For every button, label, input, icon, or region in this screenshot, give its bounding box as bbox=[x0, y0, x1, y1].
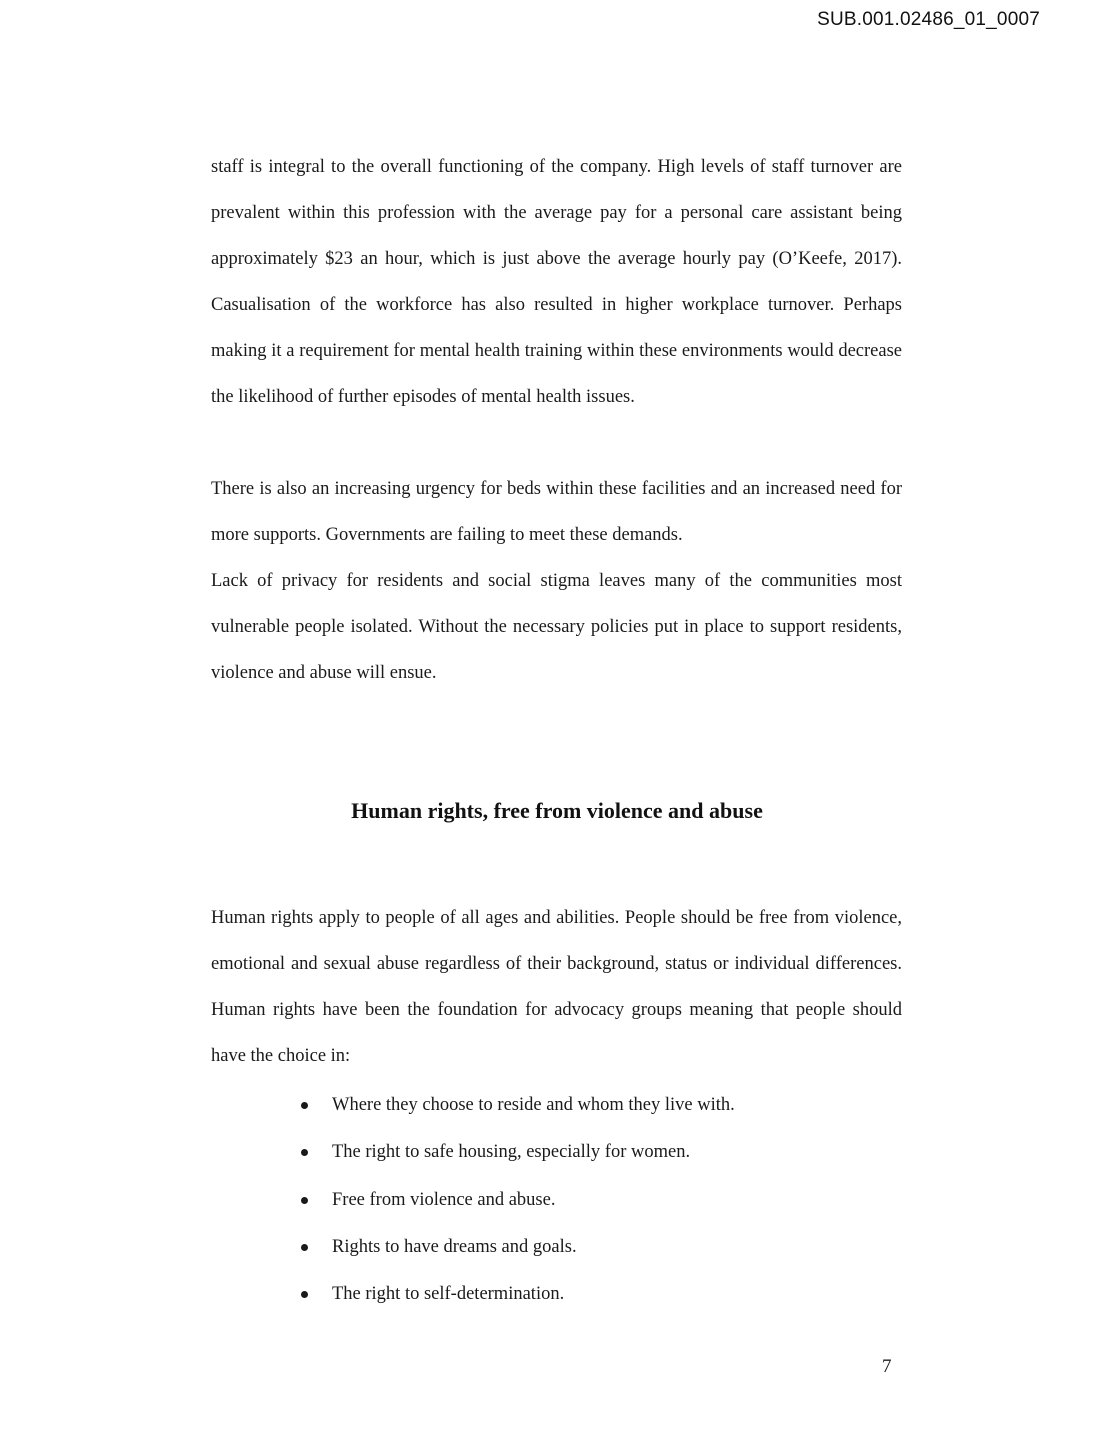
list-item bbox=[298, 1177, 735, 1224]
paragraph-staff-turnover: staff is integral to the overall functioning of the company. High levels of staff turnover are prevalent within this profession with the average pay for a personal care assistant being approximately $23 an hour, which is just above the average hourly pay (O’Keefe, 2017). Casualisation of the workforce has also resulted in higher workplace turnover. Perhaps making it a requirement for mental health training within these environments would decrease the likelihood of further episodes of mental health issues. bbox=[211, 157, 902, 407]
list-item bbox=[298, 1082, 735, 1129]
bullet-icon bbox=[301, 1102, 308, 1109]
list-item bbox=[298, 1129, 735, 1176]
list-item-text: The right to self-determination. bbox=[332, 1284, 565, 1305]
bullet-icon bbox=[301, 1197, 308, 1204]
bullet-icon bbox=[301, 1149, 308, 1156]
page-number: 7 bbox=[882, 1356, 892, 1377]
list-item-text: Where they choose to reside and whom they live with. bbox=[332, 1095, 735, 1115]
list-item-text: Free from violence and abuse. bbox=[332, 1189, 556, 1210]
paragraph-privacy: Lack of privacy for residents and social stigma leaves many of the communities most vulnerable people isolated. Without the necessary policies put in place to support residents, violence and abuse will ensue. bbox=[211, 571, 902, 683]
list-item bbox=[298, 1271, 735, 1318]
paragraph-bed-urgency: There is also an increasing urgency for beds within these facilities and an increased need for more supports. Governments are failing to meet these demands. bbox=[211, 479, 902, 545]
bullet-icon bbox=[301, 1291, 308, 1298]
rights-bullet-list bbox=[298, 1082, 735, 1318]
paragraph-human-rights-intro: Human rights apply to people of all ages and abilities. People should be free from violence, emotional and sexual abuse regardless of their background, status or individual differences. Human rights have been the foundation for advocacy groups meaning that people should have the choice in: bbox=[211, 908, 902, 1066]
section-heading: Human rights, free from violence and abuse bbox=[351, 798, 763, 823]
list-item bbox=[298, 1224, 735, 1271]
document-id: SUB.001.02486_01_0007 bbox=[817, 9, 1040, 30]
list-item-text: Rights to have dreams and goals. bbox=[332, 1236, 577, 1257]
bullet-icon bbox=[301, 1244, 308, 1251]
list-item-text: The right to safe housing, especially for women. bbox=[332, 1142, 691, 1163]
